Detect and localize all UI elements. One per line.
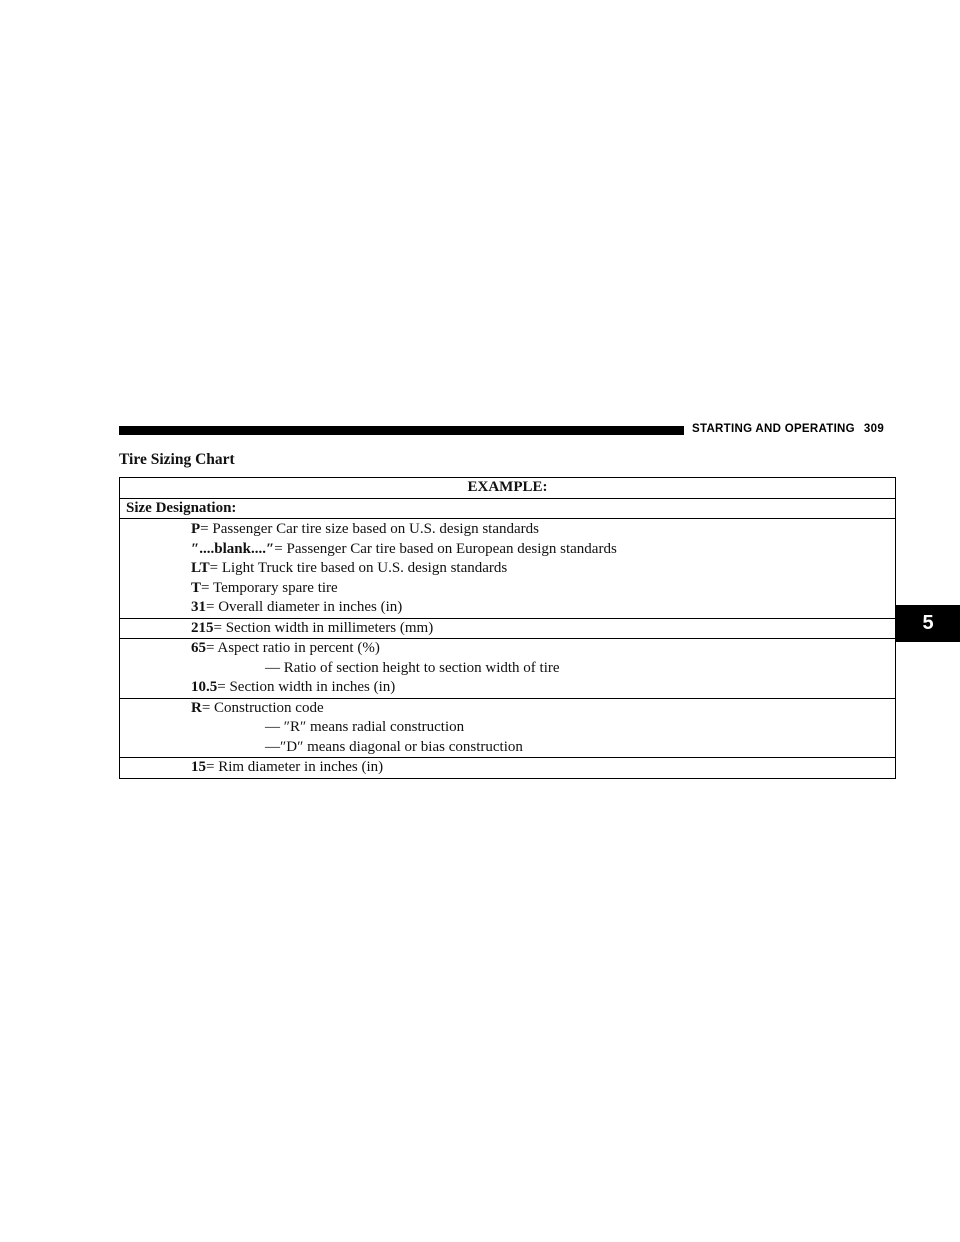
designation-group-2 [120,618,896,639]
table-row [120,698,896,758]
example-header: EXAMPLE: [120,478,896,499]
chapter-tab: 5 [896,605,960,642]
item-desc: = Aspect ratio in percent (%) [206,640,380,656]
item-code: 15 [191,759,206,775]
designation-group-1 [120,519,896,619]
item-desc: = Rim diameter in inches (in) [206,759,384,775]
page-number: 309 [863,423,885,435]
list-item [120,758,895,778]
item-desc: = Overall diameter in inches (in) [206,599,403,615]
table-row [120,639,896,699]
item-code: 10.5 [191,679,218,695]
list-item [120,678,895,698]
item-code: T [191,579,202,596]
table-row [120,618,896,639]
header-section: STARTING AND OPERATING [692,423,855,435]
item-code: 31 [191,599,206,615]
list-item [120,619,895,639]
tire-sizing-table [119,477,896,779]
item-desc: = Section width in millimeters (mm) [213,619,434,636]
item-code: LT [191,560,210,576]
item-code: 215 [191,619,214,636]
designation-group-5 [120,758,896,779]
item-desc: = Section width in inches (in) [217,679,396,695]
list-item [120,598,895,618]
list-item-sub: — ″R″ means radial construction [265,719,465,735]
list-item [120,579,895,599]
size-designation-label: Size Designation: [120,498,896,519]
item-desc: = Passenger Car tire based on European design standards [274,540,617,557]
designation-group-4 [120,698,896,758]
list-item-sub: — Ratio of section height to section width of tire [265,659,560,676]
list-item [120,559,895,579]
table-row [120,478,896,499]
table-row [120,758,896,779]
list-item [120,639,895,659]
table-row [120,498,896,519]
item-desc: = Light Truck tire based on U.S. design standards [209,560,508,576]
header-rule [119,426,684,435]
list-item [120,540,895,560]
list-item [120,699,895,719]
item-code: P [191,521,201,537]
item-desc: = Temporary spare tire [201,579,338,596]
item-desc: = Construction code [201,699,324,716]
item-code: R [191,699,202,716]
running-header [692,423,884,435]
item-desc: = Passenger Car tire size based on U.S. design standards [200,521,539,537]
item-code: ″....blank....″ [191,540,275,557]
item-code: 65 [191,640,206,656]
table-row [120,519,896,619]
page-title: Tire Sizing Chart [119,451,235,468]
list-item [120,520,895,540]
list-item-sub: —″D″ means diagonal or bias construction [265,738,523,755]
designation-group-3 [120,639,896,699]
